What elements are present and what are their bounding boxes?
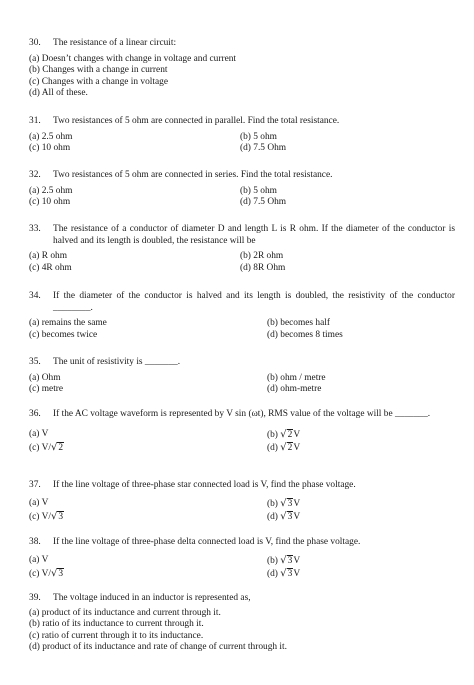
option-c: (c) 4R ohm — [29, 262, 72, 273]
question-number: 30. — [29, 38, 41, 48]
question-stem — [29, 170, 455, 182]
question-33 — [29, 224, 455, 274]
square-root-symbol: √2 — [280, 428, 293, 440]
question-text: If the line voltage of three-phase delta connected load is V, find the phase voltage. — [53, 537, 361, 547]
square-root-symbol: √3 — [50, 510, 64, 522]
option-b: (b) √3V — [267, 554, 301, 566]
options-grid — [29, 318, 455, 341]
option-c: (c) metre — [29, 384, 64, 395]
square-root-symbol: √3 — [280, 567, 293, 579]
question-35 — [29, 357, 455, 396]
question-stem — [29, 38, 455, 50]
option-b: (b) 2R ohm — [240, 251, 284, 262]
option-d: (d) ohm-metre — [267, 384, 322, 395]
option-b: (b) ohm / metre — [267, 372, 326, 383]
question-31 — [29, 116, 455, 155]
question-text: The resistance of a conductor of diameter D and length L is R ohm. If the diameter of the conductor is halved and its length is doubled, the resistance will be — [53, 224, 455, 246]
option-a: (a) V — [29, 497, 49, 508]
option-d: (d) 8R Ohm — [240, 262, 286, 273]
option-c: (c) 10 ohm — [29, 197, 71, 208]
question-number: 33. — [29, 224, 41, 234]
question-stem — [29, 291, 455, 314]
question-number: 39. — [29, 593, 41, 603]
square-root-symbol: √3 — [280, 510, 293, 522]
question-number: 35. — [29, 357, 41, 367]
question-text: The voltage induced in an inductor is represented as, — [53, 593, 251, 603]
question-34 — [29, 291, 455, 341]
question-number: 37. — [29, 480, 41, 490]
option-d: (d) √3V — [267, 567, 301, 579]
question-number: 38. — [29, 537, 41, 547]
square-root-symbol: √2 — [50, 441, 64, 453]
option-c: (c) becomes twice — [29, 329, 98, 340]
options-list — [29, 608, 455, 654]
question-37 — [29, 480, 455, 523]
question-stem — [29, 409, 455, 421]
option-c: (c) V/√3 — [29, 567, 64, 579]
question-text: If the diameter of the conductor is halved and its length is doubled, the resistivity of the conductor ________. — [53, 291, 455, 313]
question-number: 34. — [29, 291, 41, 301]
options-grid — [29, 251, 455, 274]
question-stem — [29, 224, 455, 247]
question-text: Two resistances of 5 ohm are connected in parallel. Find the total resistance. — [53, 116, 340, 126]
option-b: (b) 5 ohm — [240, 185, 277, 196]
option-a: (a) 2.5 ohm — [29, 131, 73, 142]
options-grid — [29, 429, 455, 454]
option-c: (c) Changes with a change in voltage — [29, 76, 169, 87]
option-d: (d) √3V — [267, 510, 301, 522]
option-a: (a) R ohm — [29, 251, 68, 262]
question-stem — [29, 537, 455, 549]
question-39 — [29, 593, 455, 654]
option-d: (d) product of its inductance and rate of change of current through it. — [29, 642, 287, 653]
option-d: (d) 7.5 Ohm — [240, 143, 287, 154]
option-b: (b) √3V — [267, 497, 301, 509]
question-text: The resistance of a linear circuit: — [53, 38, 177, 48]
question-stem — [29, 480, 455, 492]
option-b: (b) ratio of its inductance to current through it. — [29, 619, 204, 630]
option-c: (c) ratio of current through it to its inductance. — [29, 630, 204, 641]
question-number: 36. — [29, 409, 41, 419]
options-list — [29, 54, 455, 100]
option-a: (a) remains the same — [29, 318, 107, 329]
option-a: (a) V — [29, 554, 49, 565]
question-text: If the AC voltage waveform is represented by V sin (ωt), RMS value of the voltage will be _______. — [53, 409, 431, 419]
square-root-symbol: √3 — [280, 554, 293, 566]
options-grid — [29, 555, 455, 580]
question-stem — [29, 357, 455, 369]
options-grid — [29, 373, 455, 396]
question-30 — [29, 38, 455, 100]
question-stem — [29, 116, 455, 128]
question-32 — [29, 170, 455, 209]
options-grid — [29, 132, 455, 155]
options-grid — [29, 186, 455, 209]
question-number: 31. — [29, 116, 41, 126]
square-root-symbol: √3 — [50, 567, 64, 579]
option-a: (a) Doesn’t changes with change in voltage and current — [29, 53, 237, 64]
option-a: (a) product of its inductance and current through it. — [29, 607, 221, 618]
question-38 — [29, 537, 455, 580]
question-text: Two resistances of 5 ohm are connected in series. Find the total resistance. — [53, 170, 333, 180]
question-stem — [29, 593, 455, 605]
option-a: (a) V — [29, 428, 49, 439]
option-c: (c) V/√2 — [29, 441, 64, 453]
option-d: (d) 7.5 Ohm — [240, 197, 287, 208]
question-text: If the line voltage of three-phase star connected load is V, find the phase voltage. — [53, 480, 356, 490]
question-number: 32. — [29, 170, 41, 180]
option-c: (c) 10 ohm — [29, 143, 71, 154]
option-b: (b) becomes half — [267, 318, 330, 329]
question-text: The unit of resistivity is _______. — [53, 357, 181, 367]
option-b: (b) 5 ohm — [240, 131, 277, 142]
option-c: (c) V/√3 — [29, 510, 64, 522]
option-d: (d) becomes 8 times — [267, 329, 343, 340]
square-root-symbol: √2 — [280, 441, 293, 453]
option-b: (b) Changes with a change in current — [29, 65, 168, 76]
options-grid — [29, 498, 455, 523]
question-36 — [29, 409, 455, 454]
square-root-symbol: √3 — [280, 497, 293, 509]
option-a: (a) Ohm — [29, 372, 61, 383]
option-d: (d) √2V — [267, 441, 301, 453]
option-b: (b) √2V — [267, 428, 301, 440]
option-a: (a) 2.5 ohm — [29, 185, 73, 196]
option-d: (d) All of these. — [29, 88, 88, 99]
